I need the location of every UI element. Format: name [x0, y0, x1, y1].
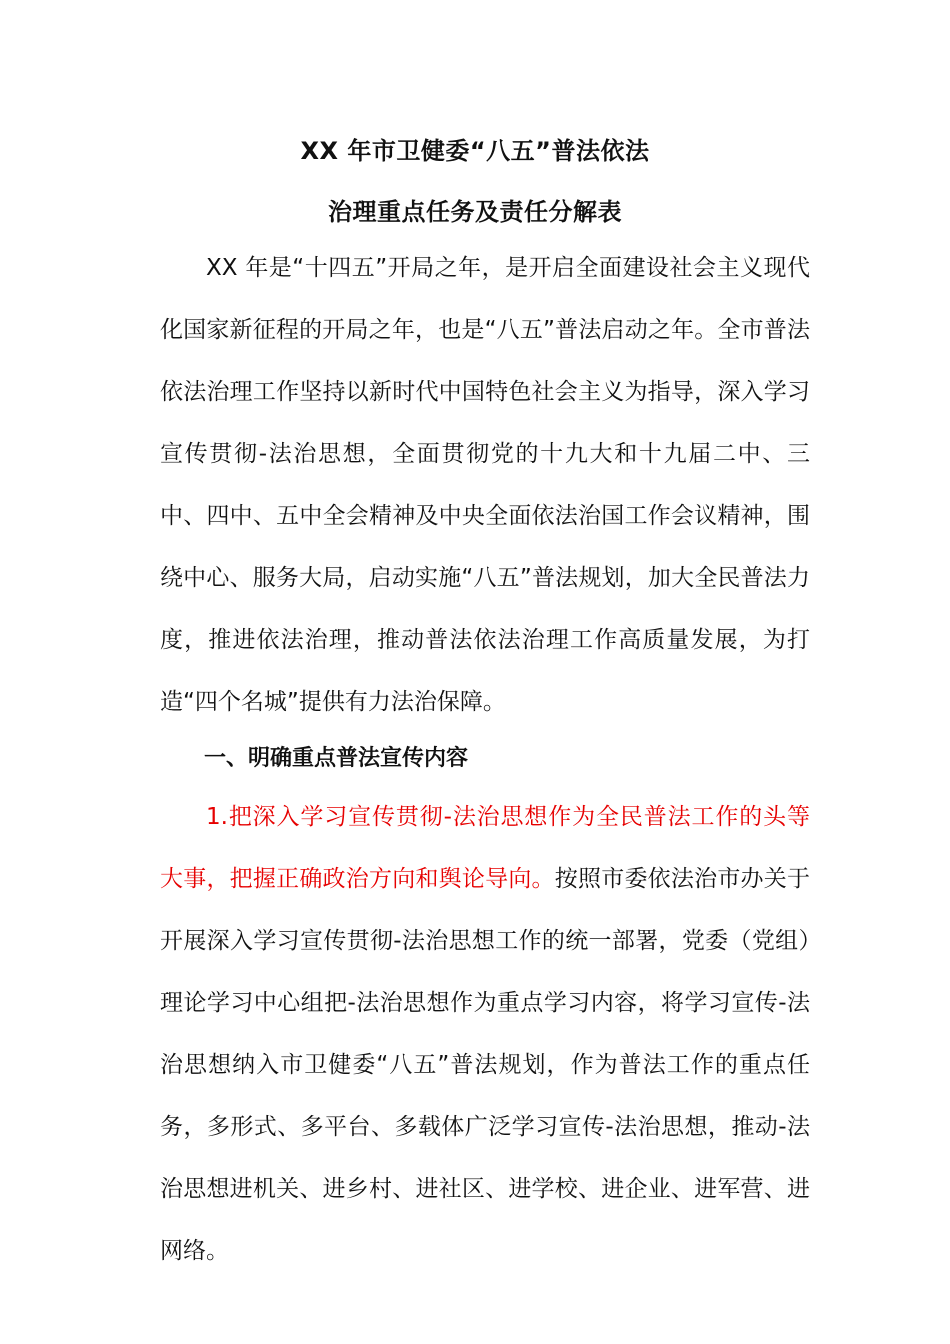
item-1-body: 按照市委依法治市办关于开展深入学习宣传贯彻-法治思想工作的统一部署，党委（党组）理论学习中心组把-法治思想作为重点学习内容，将学习宣传-法治思想纳入市卫健委“八五”普法规划，作为普法工作的重点任务，多形式、多平台、多载体广泛学习宣传-法治思想，推动-法治思想进机关、进乡村、进社区、进学校、进企业、进军营、进网络。: [160, 866, 811, 1264]
document-title-line-2: 治理重点任务及责任分解表: [328, 198, 622, 226]
item-1-highlight: 1.把深入学习宣传贯彻-法治思想作为全民普法工作的头等大事，把握正确政治方向和舆论导向。: [160, 804, 810, 892]
intro-paragraph: XX 年是“十四五”开局之年，是开启全面建设社会主义现代化国家新征程的开局之年，也是“八五”普法启动之年。全市普法依法治理工作坚持以新时代中国特色社会主义为指导，深入学习宣传贯彻-法治思想，全面贯彻党的十九大和十九届二中、三中、四中、五中全会精神及中央全面依法治国工作会议精神，围绕中心、服务大局，启动实施“八五”普法规划，加大全民普法力度，推进依法治理，推动普法依法治理工作高质量发展，为打造“四个名城”提供有力法治保障。: [160, 255, 810, 715]
section-1-heading: 一、明确重点普法宣传内容: [204, 746, 469, 771]
item-1-paragraph: [160, 786, 810, 1282]
document-title-line-1: XX 年市卫健委“八五”普法依法: [300, 137, 650, 165]
